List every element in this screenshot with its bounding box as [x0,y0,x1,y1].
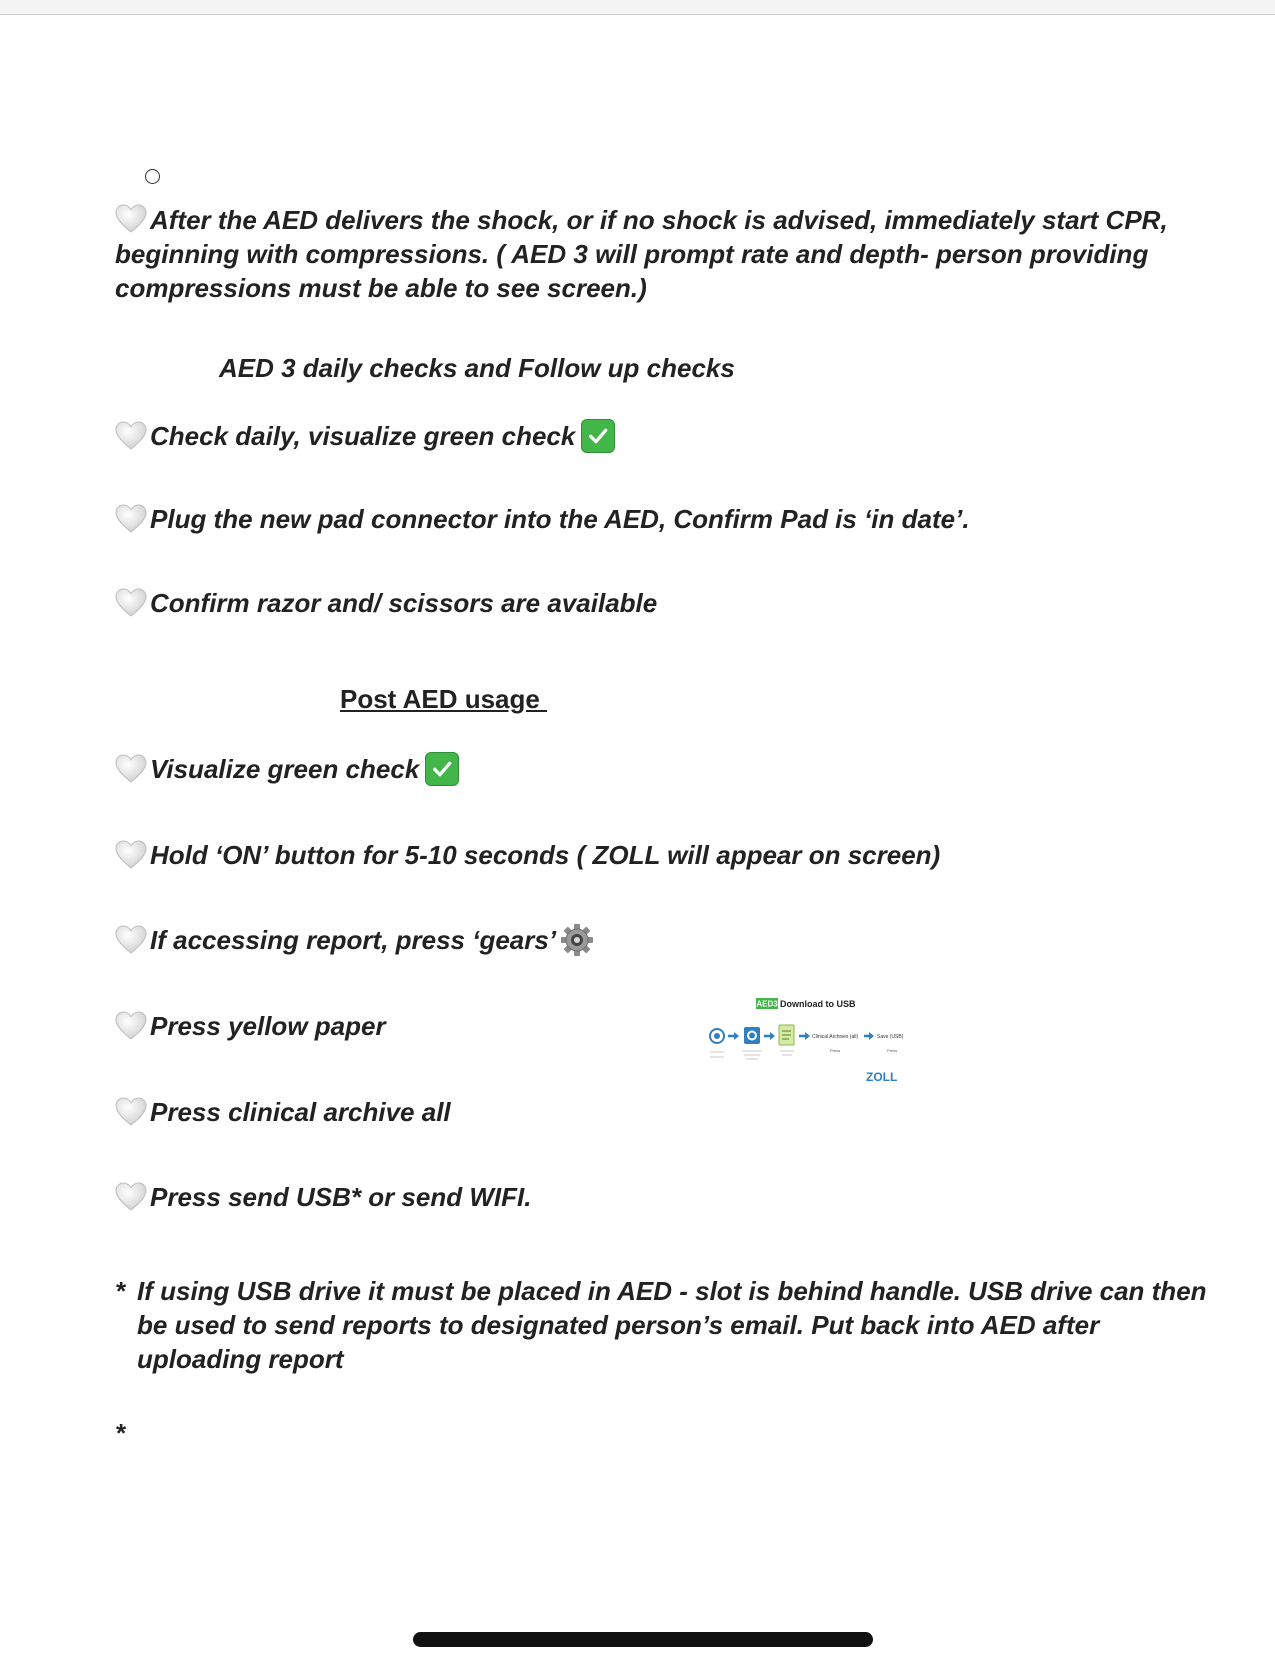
usb-download-diagram [702,994,920,1086]
diagram-step-label: Clinical Archives (all) [812,1034,859,1040]
gear-icon [560,923,594,957]
heart-icon [115,1010,147,1042]
arrow-head-icon [734,1032,739,1040]
footnote-text: If using USB drive it must be placed in AED - slot is behind handle. USB drive can then be used to send reports to designated person’s email. Put back into AED after uploading report [137,1276,1207,1374]
heart-icon [115,203,147,235]
diagram-title: Download to USB [780,999,856,1009]
check-icon [425,752,459,786]
trailing-marker: * [116,1418,127,1448]
heart-icon [115,1096,147,1128]
section-heading: AED 3 daily checks and Follow up checks [219,353,735,383]
list-item [115,1095,451,1129]
list-item-text: Hold ‘ON’ button for 5-10 seconds ( ZOLL will appear on screen) [150,840,941,870]
heart-icon [115,420,147,452]
diagram-press-label: Press [887,1048,898,1053]
footnote [115,1274,1215,1376]
list-item-text: Check daily, visualize green check [150,421,576,451]
post-usage-heading: Post AED usage [340,684,548,714]
diagram-caption-lines [710,1051,794,1059]
check-icon [581,419,615,453]
diagram-badge: AED3 [756,999,778,1009]
list-item [115,923,594,957]
list-item-text: Confirm razor and/ scissors are available [150,588,658,618]
diagram-step-label: Save (USB) [877,1034,904,1040]
config-step-icon [744,1027,760,1044]
heart-icon [115,753,147,785]
home-indicator[interactable] [413,1632,873,1647]
arrow-head-icon [869,1032,874,1040]
list-item [115,502,970,536]
arrow-head-icon [805,1032,810,1040]
diagram-press-label: Press [830,1048,841,1053]
list-item [115,838,940,872]
paragraph-cpr-text: After the AED delivers the shock, or if no shock is advised, immediately start CPR, beginning with compressions. ( AED 3 will prompt rate and depth- person providing compressions must be able to see screen.) [115,205,1168,303]
heart-icon [115,1181,147,1213]
list-item-text: Visualize green check [150,754,420,784]
list-item [115,419,615,453]
paragraph-cpr [115,203,1175,305]
list-item [115,586,657,620]
list-item-text: If accessing report, press ‘gears’ [150,925,557,955]
list-item-text: Press yellow paper [150,1011,386,1041]
bullet-circle [145,169,160,184]
list-item [115,1180,531,1214]
list-item-text: Press send USB* or send WIFI. [150,1182,532,1212]
power-step-icon [710,1029,724,1043]
heart-icon [115,587,147,619]
list-item-text: Plug the new pad connector into the AED, Confirm Pad is ‘in date’. [150,504,970,534]
heart-icon [115,503,147,535]
arrow-head-icon [770,1032,775,1040]
heart-icon [115,839,147,871]
heart-icon [115,924,147,956]
list-item [115,752,459,786]
top-bar [0,0,1275,15]
list-item-text: Press clinical archive all [150,1097,451,1127]
zoll-logo: ZOLL [866,1070,898,1084]
footnote-marker: * [115,1276,126,1306]
list-item [115,1009,386,1043]
